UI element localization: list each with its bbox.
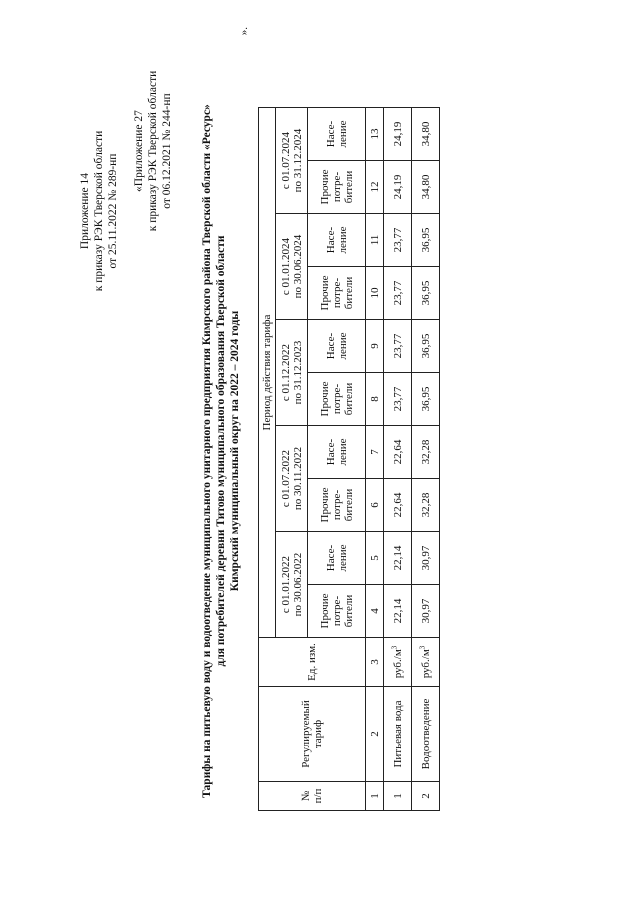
header-population: Насе- ление (308, 320, 366, 373)
header-period-1: с 01.01.2022 по 30.06.2022 (276, 532, 308, 638)
annex-old-line2: к приказу РЭК Тверской области (147, 70, 159, 232)
annex-new-line2: к приказу РЭК Тверской области (93, 130, 105, 292)
row-value: 36,95 (412, 214, 440, 267)
rotated-document-sheet (40, 21, 600, 881)
header-period-3: с 01.12.2022 по 31.12.2023 (276, 320, 308, 426)
row-number: 2 (412, 782, 440, 811)
annex-new-block (78, 116, 120, 306)
title-line2: для потребителей деревни Титово муниципального образования Тверской области (215, 235, 227, 667)
column-number: 6 (366, 479, 384, 532)
row-value: 32,28 (412, 426, 440, 479)
header-population: Насе- ление (308, 532, 366, 585)
closing-quote-mark: ». (238, 27, 250, 36)
header-period-4: с 01.01.2024 по 30.06.2024 (276, 214, 308, 320)
title-line1: Тарифы на питьевую воду и водоотведение муниципального унитарного предприятия Кимрского района Тверской области «Ресурс» (201, 104, 213, 798)
column-number: 2 (366, 687, 384, 782)
row-value: 30,97 (412, 585, 440, 638)
annex-old-line1: «Приложение 27 (133, 110, 145, 192)
annex-new-line1: Приложение 14 (79, 172, 91, 250)
header-other-consumers: Прочие потре- бители (308, 267, 366, 320)
row-value: 24,19 (384, 108, 412, 161)
annex-old-line3: от 06.12.2021 № 244-нп (161, 93, 173, 209)
row-number: 1 (384, 782, 412, 811)
row-unit: $руб./м^3$ (412, 638, 440, 687)
row-value: 22,14 (384, 585, 412, 638)
row-tariff-name: Водоотведение (412, 687, 440, 782)
header-unit: Ед. изм. (259, 638, 366, 687)
row-value: 22,64 (384, 479, 412, 532)
row-value: 36,95 (412, 320, 440, 373)
tariff-table (258, 107, 440, 811)
row-value: 30,97 (412, 532, 440, 585)
row-value: 22,64 (384, 426, 412, 479)
row-value: 23,77 (384, 214, 412, 267)
row-value: 22,14 (384, 532, 412, 585)
header-no: № п/п (259, 782, 366, 811)
header-other-consumers: Прочие потре- бители (308, 479, 366, 532)
header-other-consumers: Прочие потре- бители (308, 373, 366, 426)
column-number: 7 (366, 426, 384, 479)
header-population: Насе- ление (308, 426, 366, 479)
header-period-5: с 01.07.2024 по 31.12.2024 (276, 108, 308, 214)
row-value: 24,19 (384, 161, 412, 214)
title-line3: Кимрский муниципальный округ на 2022 – 2024 годы (229, 310, 241, 592)
header-other-consumers: Прочие потре- бители (308, 161, 366, 214)
row-value: 36,95 (412, 267, 440, 320)
row-value: 23,77 (384, 267, 412, 320)
column-number: 9 (366, 320, 384, 373)
header-population: Насе- ление (308, 108, 366, 161)
header-period-2: с 01.07.2022 по 30.11.2022 (276, 426, 308, 532)
row-tariff-name: Питьевая вода (384, 687, 412, 782)
column-number: 12 (366, 161, 384, 214)
column-number: 13 (366, 108, 384, 161)
column-number: 4 (366, 585, 384, 638)
row-value: 32,28 (412, 479, 440, 532)
header-tariff-name: Регулируемый тариф (259, 687, 366, 782)
annex-new-line3: от 25.11.2022 № 289-нп (107, 153, 119, 269)
column-number: 11 (366, 214, 384, 267)
row-value: 34,80 (412, 161, 440, 214)
column-number: 1 (366, 782, 384, 811)
table-row (384, 108, 412, 811)
header-other-consumers: Прочие потре- бители (308, 585, 366, 638)
column-number: 10 (366, 267, 384, 320)
column-number: 3 (366, 638, 384, 687)
row-value: 23,77 (384, 320, 412, 373)
row-unit: $руб./м^3$ (384, 638, 412, 687)
column-number: 8 (366, 373, 384, 426)
document-title (200, 71, 242, 831)
header-period: Период действия тарифа (259, 108, 276, 638)
row-value: 36,95 (412, 373, 440, 426)
table-row (412, 108, 440, 811)
row-value: 34,80 (412, 108, 440, 161)
header-population: Насе- ление (308, 214, 366, 267)
column-number: 5 (366, 532, 384, 585)
annex-old-block (132, 41, 174, 261)
row-value: 23,77 (384, 373, 412, 426)
